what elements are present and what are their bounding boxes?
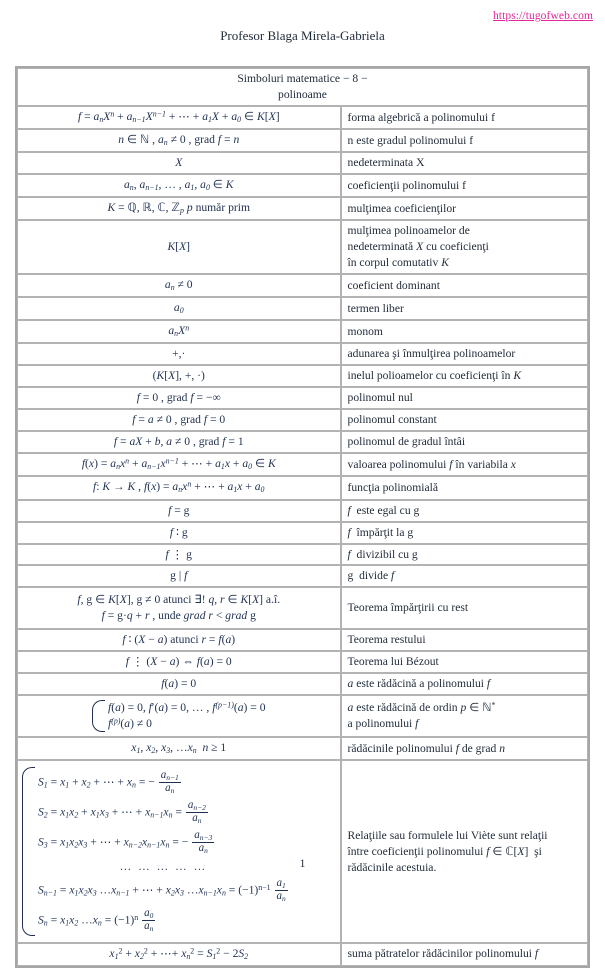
meaning-cell: a este rădăcină de ordin p ∈ ℕ* a polinomului f [341, 695, 588, 737]
table-row [17, 760, 588, 942]
symbol-cell: $a_0$ [17, 297, 341, 320]
meaning-cell: adunarea şi înmulţirea polinoamelor [341, 343, 588, 365]
table-title-line1: Simboluri matematice − 8 − [237, 72, 368, 85]
table-row [17, 500, 588, 522]
table-row [17, 343, 588, 365]
meaning-cell: polinomul nul [341, 387, 588, 409]
symbol-cell: f = g [17, 500, 341, 522]
meaning-cell: Teorema lui Bézout [341, 651, 588, 673]
author-line: Profesor Blaga Mirela-Gabriela [220, 28, 385, 43]
meaning-cell: funcţia polinomială [341, 476, 588, 499]
table-row [17, 453, 588, 476]
symbol-cell: X [17, 152, 341, 174]
meaning-cell: inelul polioamelor cu coeficienţi în K [341, 365, 588, 387]
meaning-cell: a este rădăcină a polinomului f [341, 673, 588, 695]
meaning-cell: mulţimea polinoamelor de nedeterminată X cu coeficienţi în corpul comutativ K [341, 220, 588, 274]
viete-sn1: $S_{n-1} = x_1x_2x_3$ $\dots x_{n-1}$ + ⋯ + $x_2x_3$ $\dots x_{n-1}x_n = (-1)^{n-1}$ $\frac{a_1}{a_n}$ [38, 877, 286, 904]
table-row [17, 673, 588, 695]
meaning-cell: polinomul constant [341, 409, 588, 431]
meaning-cell: f divizibil cu g [341, 544, 588, 566]
symbol-cell: $f = a_nX^n + a_{n-1}X^{n-1}$ + ⋯ + $a_1X + a_0$ ∈ K[X] [17, 106, 341, 129]
symbol-cell: $a_n \ne 0$ [17, 274, 341, 297]
meaning-cell: f împărţit la g [341, 522, 588, 544]
source-url-link[interactable]: https://tugofweb.com [492, 10, 593, 22]
meaning-cell: rădăcinile polinomului f de grad n [341, 737, 588, 760]
viete-symbol-cell [17, 760, 341, 942]
symbol-cell: f(a) = 0 [17, 673, 341, 695]
symbol-cell: g | f [17, 565, 341, 587]
table-row [17, 174, 588, 197]
table-title-row [17, 68, 588, 106]
viete-ellipsis: … … … … … [119, 859, 208, 873]
meaning-cell: termen liber [341, 297, 588, 320]
symbols-table [15, 66, 590, 968]
viete-s2: $S_2 = x_1x_2 + x_1x_3$ + ⋯ + $x_{n-1}x_n$ = $\frac{a_{n-2}}{a_n}$ [38, 799, 206, 826]
brace-icon [22, 767, 35, 935]
symbol-cell [17, 695, 341, 737]
root-order-system: f(a) = 0, f′(a) = 0, … , $f^{(p-1)}(a) = 0$ $f^{(p)}(a) \ne 0$ [92, 700, 266, 732]
symbol-cell: $f(x) = a_nx^n + a_{n-1}x^{n-1}$ + ⋯ + $a_1x + a_0$ ∈ K [17, 453, 341, 476]
brace-icon [92, 700, 105, 732]
table-row [17, 565, 588, 587]
table-row [17, 197, 588, 220]
table-row [17, 476, 588, 499]
meaning-cell: mulţimea coeficienţilor [341, 197, 588, 220]
symbol-cell: n ∈ ℕ , $a_n \ne 0$ , grad f = n [17, 129, 341, 152]
symbol-cell: f ⋮ g [17, 544, 341, 566]
meaning-cell: Teorema împărţirii cu rest [341, 587, 588, 629]
table-row [17, 320, 588, 343]
symbol-cell: f = aX + b, a ≠ 0 , grad f = 1 [17, 431, 341, 453]
meaning-cell: monom [341, 320, 588, 343]
symbols-table-wrapper [15, 66, 590, 968]
viete-s1: $S_1 = x_1 + x_2$ + ⋯ + $x_n$ = − $\frac{a_{n-1}}{a_n}$ [38, 768, 179, 796]
meaning-cell: suma pătratelor rădăcinilor polinomului f [341, 943, 588, 966]
page-number: 1 [299, 858, 306, 870]
symbol-cell: f, g ∈ K[X], g ≠ 0 atunci ∃! q, r ∈ K[X] a.î. f = g·q + r , unde grad r < grad g [17, 587, 341, 629]
table-row [17, 431, 588, 453]
symbol-cell: K = ℚ, ℝ, ℂ, ℤ$_p$ p număr prim [17, 197, 341, 220]
table-row [17, 695, 588, 737]
viete-s3: $S_3 = x_1x_2x_3$ + ⋯ + $x_{n-2}x_{n-1}x_n$ = − $\frac{a_{n-3}}{a_n}$ [38, 829, 213, 856]
table-row [17, 544, 588, 566]
table-row [17, 587, 588, 629]
symbol-cell: $x_1^2 + x_2^2$ + ⋯+ $x_n^2 = S_1^2 - 2S_2$ [17, 943, 341, 966]
table-row [17, 274, 588, 297]
meaning-cell: coeficient dominant [341, 274, 588, 297]
symbol-cell: f = a ≠ 0 , grad f = 0 [17, 409, 341, 431]
table-row [17, 129, 588, 152]
table-title-cell [17, 68, 588, 106]
table-row [17, 220, 588, 274]
table-row [17, 651, 588, 673]
symbol-cell: f ⋮ (X − a) ⇔ f(a) = 0 [17, 651, 341, 673]
symbol-cell: f: K → K , $f(x) = a_nx^n$ + ⋯ + $a_1x + a_0$ [17, 476, 341, 499]
meaning-cell: coeficienţii polinomului f [341, 174, 588, 197]
table-row [17, 409, 588, 431]
symbol-cell: (K[X], +, ·) [17, 365, 341, 387]
table-row [17, 737, 588, 760]
meaning-cell: Teorema restului [341, 629, 588, 651]
viete-sn: $S_n = x_1x_2$ $\dots x_n = (-1)^n$ $\frac{a_0}{a_n}$ [38, 907, 154, 934]
meaning-cell: Relaţiile sau formulele lui Viète sunt relaţii între coeficienţii polinomului f ∈ ℂ[X] şi rădăcinile acestuia. [341, 760, 588, 942]
table-row [17, 297, 588, 320]
meaning-cell: valoarea polinomului f în variabila x [341, 453, 588, 476]
viete-system [22, 767, 289, 935]
symbol-cell: f = 0 , grad f = −∞ [17, 387, 341, 409]
meaning-cell: nedeterminata X [341, 152, 588, 174]
symbol-cell: $a_nX^n$ [17, 320, 341, 343]
meaning-cell: polinomul de gradul întâi [341, 431, 588, 453]
table-row [17, 629, 588, 651]
table-row [17, 943, 588, 966]
meaning-cell: forma algebrică a polinomului f [341, 106, 588, 129]
symbol-cell: f ∶ g [17, 522, 341, 544]
symbol-cell: $a_n$, $a_{n-1}$, … , $a_1$, $a_0$ ∈ K [17, 174, 341, 197]
table-row [17, 387, 588, 409]
symbol-cell: K[X] [17, 220, 341, 274]
symbol-cell: +,· [17, 343, 341, 365]
table-row [17, 365, 588, 387]
table-row [17, 522, 588, 544]
meaning-cell: g divide f [341, 565, 588, 587]
table-row [17, 106, 588, 129]
table-row [17, 152, 588, 174]
symbol-cell: $x_1$, $x_2$, $x_3$, $\dots x_n$ n ≥ 1 [17, 737, 341, 760]
meaning-cell: n este gradul polinomului f [341, 129, 588, 152]
table-title-line2: polinoame [278, 87, 327, 101]
symbol-cell: f ∶ (X − a) atunci r = f(a) [17, 629, 341, 651]
meaning-cell: f este egal cu g [341, 500, 588, 522]
